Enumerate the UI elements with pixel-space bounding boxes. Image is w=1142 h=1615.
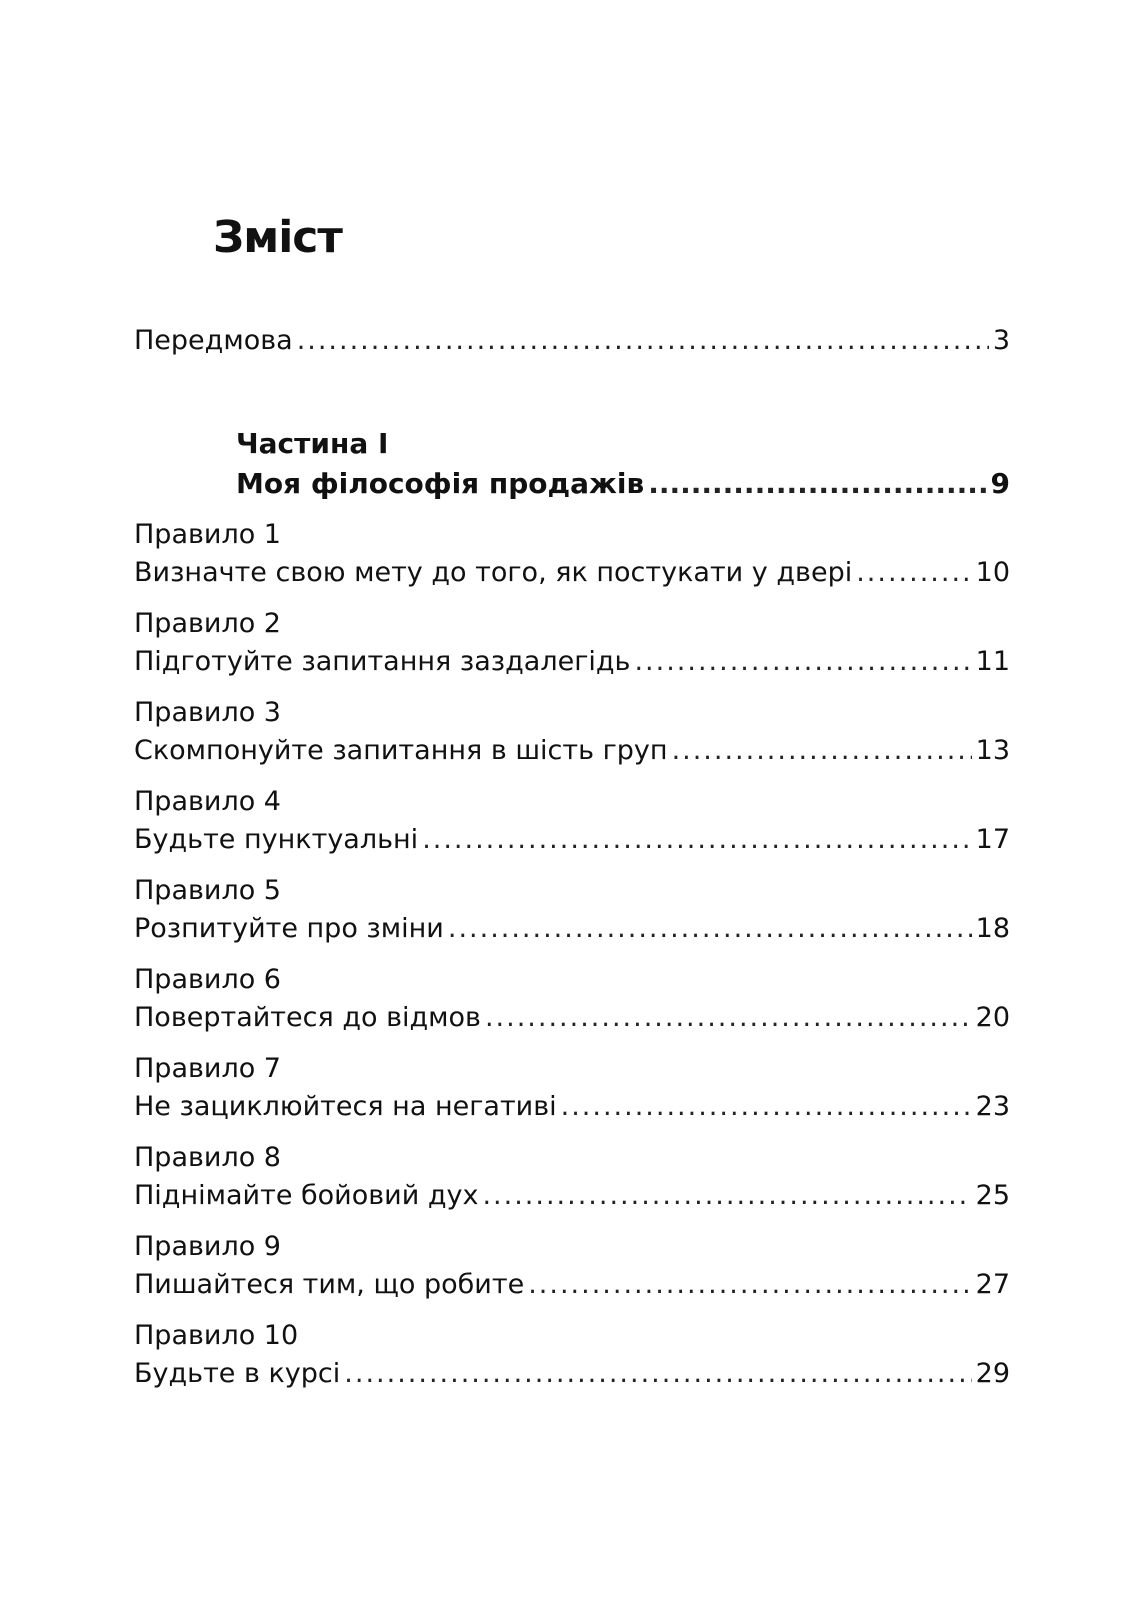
- toc-entry-title: Скомпонуйте запитання в шість груп: [134, 735, 668, 766]
- toc-page-number: 11: [975, 646, 1010, 677]
- toc-page-number: 9: [990, 467, 1010, 500]
- toc-entry-rule-1[interactable]: [134, 516, 1010, 592]
- toc-entry-rule-5[interactable]: [134, 872, 1010, 948]
- dot-leader: [344, 1355, 971, 1393]
- toc-entry-title: Піднімайте бойовий дух: [134, 1180, 479, 1211]
- dot-leader: [648, 464, 986, 504]
- toc-entry-rule-7[interactable]: [134, 1050, 1010, 1126]
- rule-label: Правило 7: [134, 1053, 281, 1084]
- toc-page-number: 25: [975, 1180, 1010, 1211]
- rule-label: Правило 10: [134, 1320, 299, 1351]
- toc-entry-title: Не зациклюйтеся на негативі: [134, 1091, 557, 1122]
- toc-entry-title: Пишайтеся тим, що робите: [134, 1269, 525, 1300]
- dot-leader: [297, 322, 989, 360]
- rule-label: Правило 4: [134, 786, 281, 817]
- dot-leader: [448, 910, 972, 948]
- toc-page-number: 29: [975, 1358, 1010, 1389]
- rule-label: Правило 6: [134, 964, 281, 995]
- rule-label: Правило 3: [134, 697, 281, 728]
- dot-leader: [856, 554, 971, 592]
- page-title: Зміст: [213, 212, 342, 263]
- toc-entry-title: Будьте пунктуальні: [134, 824, 419, 855]
- toc-entry-preface[interactable]: [134, 322, 1010, 360]
- toc-entry-title: Підготуйте запитання заздалегідь: [134, 646, 631, 677]
- toc-entry-title: Передмова: [134, 325, 293, 356]
- toc-page-number: 13: [975, 735, 1010, 766]
- toc-page-number: 27: [975, 1269, 1010, 1300]
- toc-page-number: 3: [992, 325, 1010, 356]
- toc-entry-rule-2[interactable]: [134, 605, 1010, 681]
- dot-leader: [485, 999, 972, 1037]
- toc-entry-title: Будьте в курсі: [134, 1358, 341, 1389]
- toc-page-number: 18: [975, 913, 1010, 944]
- toc-entry-rule-4[interactable]: [134, 783, 1010, 859]
- toc-entry-rule-6[interactable]: [134, 961, 1010, 1037]
- toc-entry-rule-10[interactable]: [134, 1317, 1010, 1393]
- dot-leader: [672, 732, 972, 770]
- dot-leader: [634, 643, 971, 681]
- toc-entry-title: Повертайтеся до відмов: [134, 1002, 481, 1033]
- toc-entry-rule-3[interactable]: [134, 694, 1010, 770]
- toc-page-number: 23: [975, 1091, 1010, 1122]
- rule-label: Правило 9: [134, 1231, 281, 1262]
- dot-leader: [482, 1177, 971, 1215]
- toc-entry-rule-8[interactable]: [134, 1139, 1010, 1215]
- toc-entry-rule-9[interactable]: [134, 1228, 1010, 1304]
- toc-entry-part-1[interactable]: [236, 424, 1010, 504]
- toc-entry-title: Розпитуйте про зміни: [134, 913, 444, 944]
- rule-label: Правило 1: [134, 519, 281, 550]
- rule-label: Правило 2: [134, 608, 281, 639]
- dot-leader: [528, 1266, 971, 1304]
- toc-page-number: 17: [975, 824, 1010, 855]
- toc-entry-title: Визначте свою мету до того, як постукати у двері: [134, 557, 853, 588]
- part-title: Моя філософія продажів: [236, 467, 645, 500]
- rule-label: Правило 8: [134, 1142, 281, 1173]
- dot-leader: [422, 821, 971, 859]
- dot-leader: [561, 1088, 972, 1126]
- toc-page-number: 10: [975, 557, 1010, 588]
- toc-page-number: 20: [975, 1002, 1010, 1033]
- rule-label: Правило 5: [134, 875, 281, 906]
- part-label: Частина I: [236, 427, 389, 460]
